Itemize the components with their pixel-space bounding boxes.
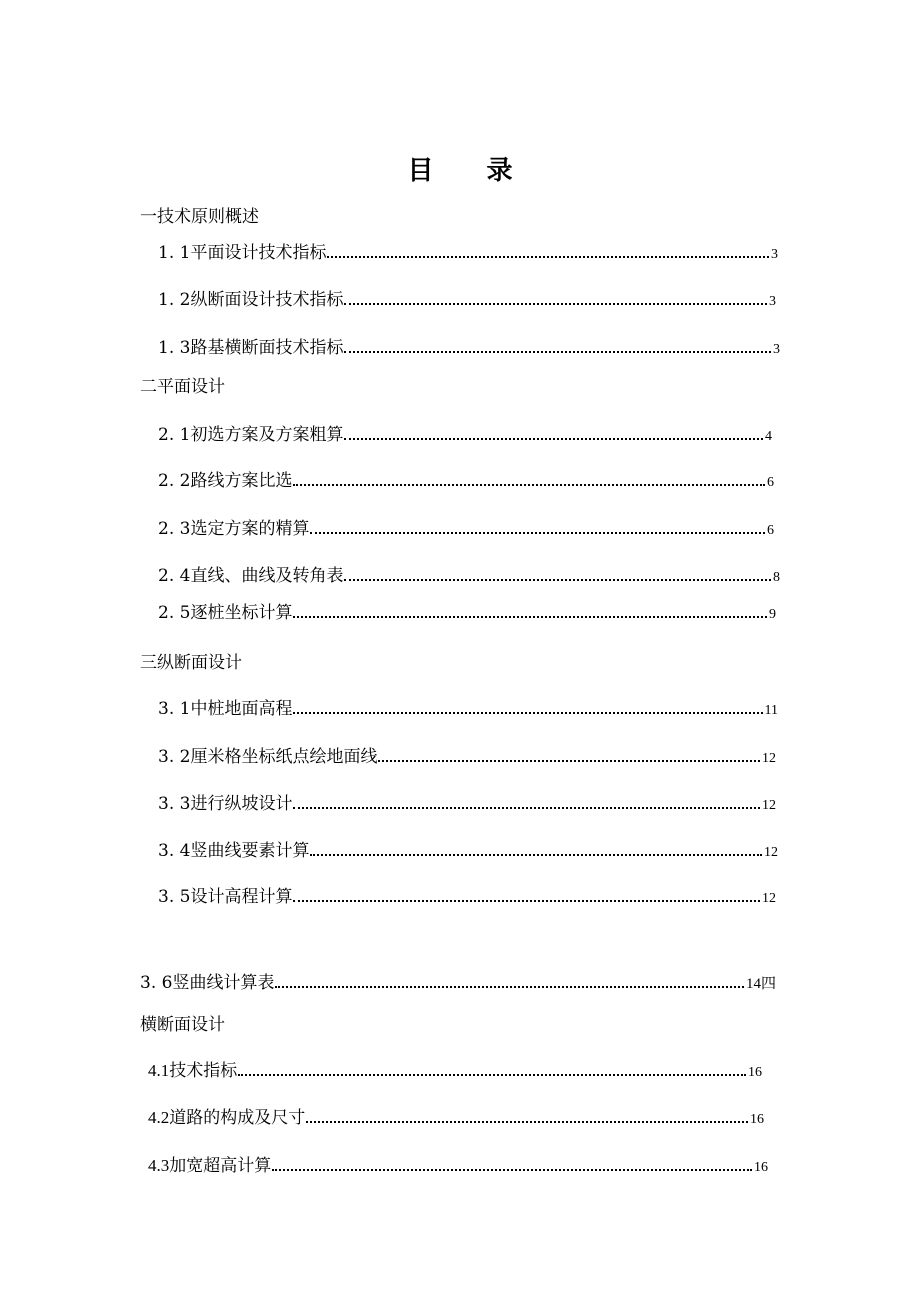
leader-dots [327, 255, 769, 258]
leader-dots [293, 483, 765, 486]
leader-dots [275, 985, 744, 988]
leader-dots [238, 1073, 746, 1076]
toc-entry-page: 6 [767, 523, 774, 538]
toc-entry-label: 2. 4直线、曲线及转角表 [158, 566, 344, 586]
toc-entry[interactable] [158, 466, 774, 491]
toc-entry-page: 9 [769, 607, 776, 622]
toc-entry-label: 3. 5设计高程计算 [158, 887, 293, 907]
section-heading: 三纵断面设计 [140, 653, 242, 673]
toc-entry[interactable] [158, 742, 776, 767]
toc-entry[interactable] [158, 285, 776, 310]
toc-entry[interactable] [158, 514, 774, 539]
toc-entry-page: 6 [767, 475, 774, 490]
toc-entry-page: 11 [764, 703, 778, 718]
toc-entry[interactable] [158, 836, 778, 861]
leader-dots [344, 437, 763, 440]
toc-entry-page: 12 [764, 845, 778, 860]
leader-dots [344, 578, 771, 581]
toc-entry-label: 1. 2纵断面设计技术指标 [158, 290, 344, 310]
toc-entry[interactable] [148, 1103, 764, 1128]
section-heading: 二平面设计 [140, 377, 225, 397]
leader-dots [344, 302, 767, 305]
section-heading: 一技术原则概述 [140, 207, 259, 227]
toc-entry-page: 8 [773, 570, 780, 585]
toc-entry-label: 2. 2路线方案比选 [158, 471, 293, 491]
toc-entry[interactable] [158, 598, 776, 623]
toc-entry[interactable] [148, 1056, 762, 1081]
leader-dots [293, 615, 767, 618]
toc-entry-page: 12 [762, 891, 776, 906]
toc-entry-label: 1. 3路基横断面技术指标 [158, 338, 344, 358]
toc-entry[interactable] [158, 882, 776, 907]
toc-entry[interactable] [148, 1151, 768, 1176]
toc-entry-label: 4.3加宽超高计算 [148, 1156, 272, 1175]
section-heading: 横断面设计 [140, 1015, 225, 1035]
leader-dots [344, 350, 771, 353]
toc-entry-page: 4 [765, 429, 772, 444]
toc-entry-label: 3. 1中桩地面高程 [158, 699, 293, 719]
toc-entry[interactable] [158, 420, 772, 445]
toc-entry-page: 16 [748, 1065, 762, 1080]
leader-dots [293, 806, 760, 809]
leader-dots [310, 531, 765, 534]
toc-entry-page: 3 [773, 342, 780, 357]
toc-entry-label: 3. 4竖曲线要素计算 [158, 841, 310, 861]
toc-entry-page: 3 [769, 294, 776, 309]
toc-entry-page: 14四 [745, 976, 776, 992]
leader-dots [378, 759, 760, 762]
leader-dots [293, 899, 760, 902]
toc-entry-page: 16 [754, 1160, 768, 1175]
toc-entry[interactable] [158, 789, 776, 814]
toc-entry-label: 2. 3选定方案的精算 [158, 519, 310, 539]
toc-entry-label: 1. 1平面设计技术指标 [158, 243, 327, 263]
toc-entry-label: 4.1技术指标 [148, 1061, 238, 1080]
toc-entry-label: 3. 3进行纵坡设计 [158, 794, 293, 814]
toc-entry-label: 2. 1初选方案及方案粗算 [158, 425, 344, 445]
toc-entry-page: 3 [771, 247, 778, 262]
toc-entry-label: 2. 5逐桩坐标计算 [158, 603, 293, 623]
leader-dots [293, 711, 762, 714]
toc-entry-label: 3. 6竖曲线计算表 [140, 973, 275, 993]
toc-entry-label: 3. 2厘米格坐标纸点绘地面线 [158, 747, 378, 767]
leader-dots [310, 853, 762, 856]
toc-entry-page: 12 [762, 751, 776, 766]
leader-dots [306, 1120, 748, 1123]
leader-dots [272, 1168, 752, 1171]
toc-title: 目 录 [407, 156, 535, 186]
toc-entry[interactable] [140, 968, 776, 993]
toc-entry[interactable] [158, 561, 780, 586]
toc-entry-page: 16 [750, 1112, 764, 1127]
toc-entry[interactable] [158, 238, 778, 263]
toc-entry[interactable] [158, 333, 780, 358]
toc-entry-page: 12 [762, 798, 776, 813]
toc-entry-label: 4.2道路的构成及尺寸 [148, 1108, 306, 1127]
toc-entry[interactable] [158, 694, 778, 719]
